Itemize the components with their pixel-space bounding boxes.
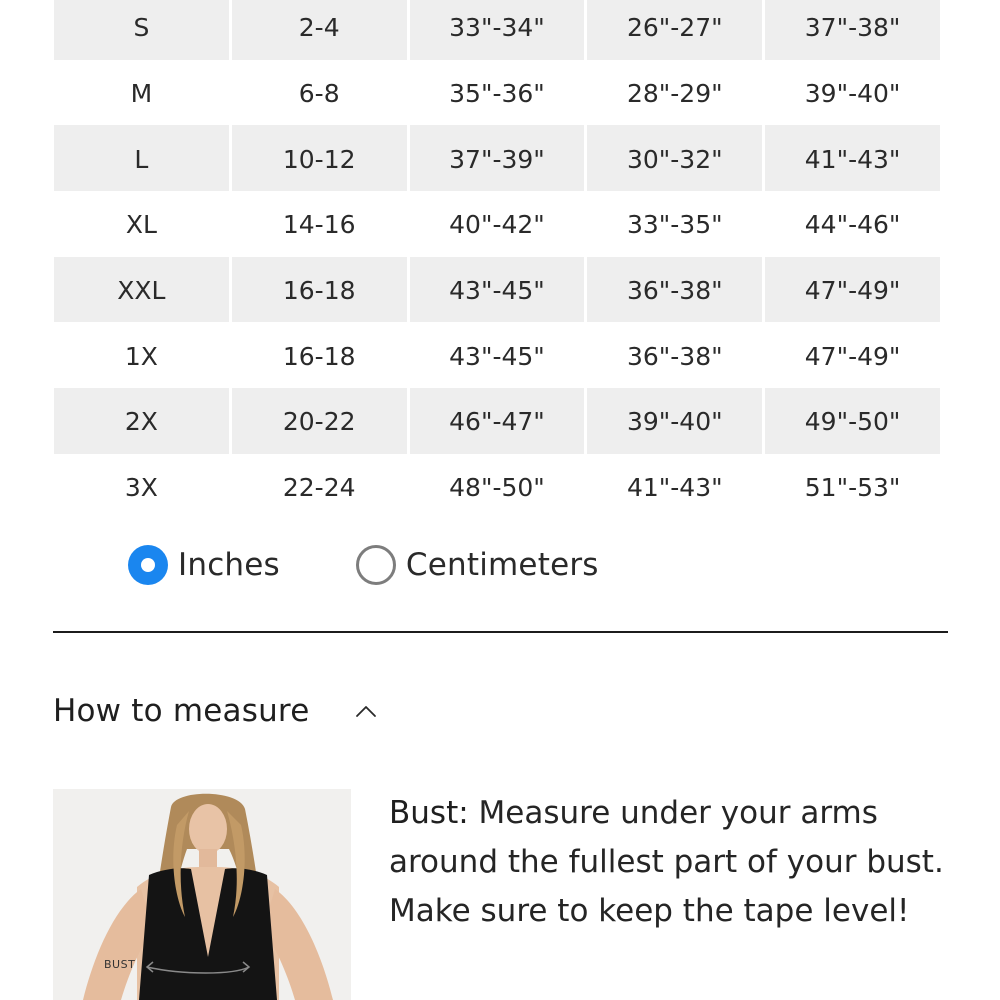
cell-size: 3X xyxy=(124,473,158,503)
cell-size: 1X xyxy=(124,341,158,371)
cell-bust: 40"-42" xyxy=(449,210,545,240)
cell-hips: 39"-40" xyxy=(804,79,901,109)
bust-measure-image xyxy=(53,789,351,1000)
unit-option-centimeters[interactable] xyxy=(356,545,599,585)
cell-us-size: 2-4 xyxy=(232,0,407,60)
cell-size: XXL xyxy=(54,257,229,323)
cell-us-size: 14-16 xyxy=(282,210,356,240)
cell-us-size: 10-12 xyxy=(232,125,407,191)
cell-bust: 43"-45" xyxy=(449,341,545,371)
bust-term: Bust: xyxy=(389,795,469,831)
size-chart-table xyxy=(51,0,943,520)
radio-unchecked-icon[interactable] xyxy=(356,545,396,585)
table-row xyxy=(54,60,940,126)
cell-waist: 36"-38" xyxy=(587,257,762,323)
cell-us-size: 16-18 xyxy=(282,341,356,371)
table-row xyxy=(54,0,940,60)
cell-us-size: 6-8 xyxy=(298,79,340,109)
cell-bust: 35"-36" xyxy=(449,79,545,109)
cell-waist: 41"-43" xyxy=(626,473,723,503)
cell-waist: 26"-27" xyxy=(587,0,762,60)
cell-hips: 44"-46" xyxy=(804,210,901,240)
how-to-measure-title: How to measure xyxy=(53,693,310,729)
cell-waist: 28"-29" xyxy=(626,79,723,109)
cell-waist: 33"-35" xyxy=(626,210,723,240)
unit-option-inches[interactable] xyxy=(128,545,280,585)
cell-bust: 43"-45" xyxy=(410,257,585,323)
cell-hips: 37"-38" xyxy=(765,0,940,60)
cell-size: M xyxy=(130,79,153,109)
cell-waist: 36"-38" xyxy=(626,341,723,371)
bust-text: Measure under your arms around the fullest part of your bust. Make sure to keep the tape level! xyxy=(389,795,944,929)
table-row xyxy=(54,125,940,191)
table-row xyxy=(54,191,940,257)
cell-hips: 47"-49" xyxy=(804,341,901,371)
table-row xyxy=(54,257,940,323)
radio-checked-icon[interactable] xyxy=(128,545,168,585)
cell-waist: 39"-40" xyxy=(587,388,762,454)
cell-bust: 46"-47" xyxy=(410,388,585,454)
cell-hips: 41"-43" xyxy=(765,125,940,191)
cell-bust: 33"-34" xyxy=(410,0,585,60)
chevron-up-icon[interactable] xyxy=(355,700,377,722)
cell-waist: 30"-32" xyxy=(587,125,762,191)
unit-label-inches: Inches xyxy=(178,547,280,583)
table-row xyxy=(54,454,940,520)
cell-bust: 37"-39" xyxy=(410,125,585,191)
unit-label-centimeters: Centimeters xyxy=(405,547,599,583)
cell-hips: 47"-49" xyxy=(765,257,940,323)
how-to-measure-toggle[interactable] xyxy=(53,690,377,732)
bust-image-tag: BUST xyxy=(104,958,136,971)
table-row xyxy=(54,322,940,388)
cell-size: 2X xyxy=(54,388,229,454)
cell-bust: 48"-50" xyxy=(449,473,545,503)
cell-hips: 51"-53" xyxy=(804,473,901,503)
table-row xyxy=(54,388,940,454)
cell-size: L xyxy=(54,125,229,191)
cell-size: S xyxy=(54,0,229,60)
cell-us-size: 20-22 xyxy=(232,388,407,454)
cell-us-size: 22-24 xyxy=(282,473,356,503)
unit-toggle xyxy=(128,542,599,588)
section-divider xyxy=(53,631,948,633)
cell-us-size: 16-18 xyxy=(232,257,407,323)
cell-size: XL xyxy=(125,210,157,240)
bust-instructions xyxy=(389,789,949,936)
cell-hips: 49"-50" xyxy=(765,388,940,454)
